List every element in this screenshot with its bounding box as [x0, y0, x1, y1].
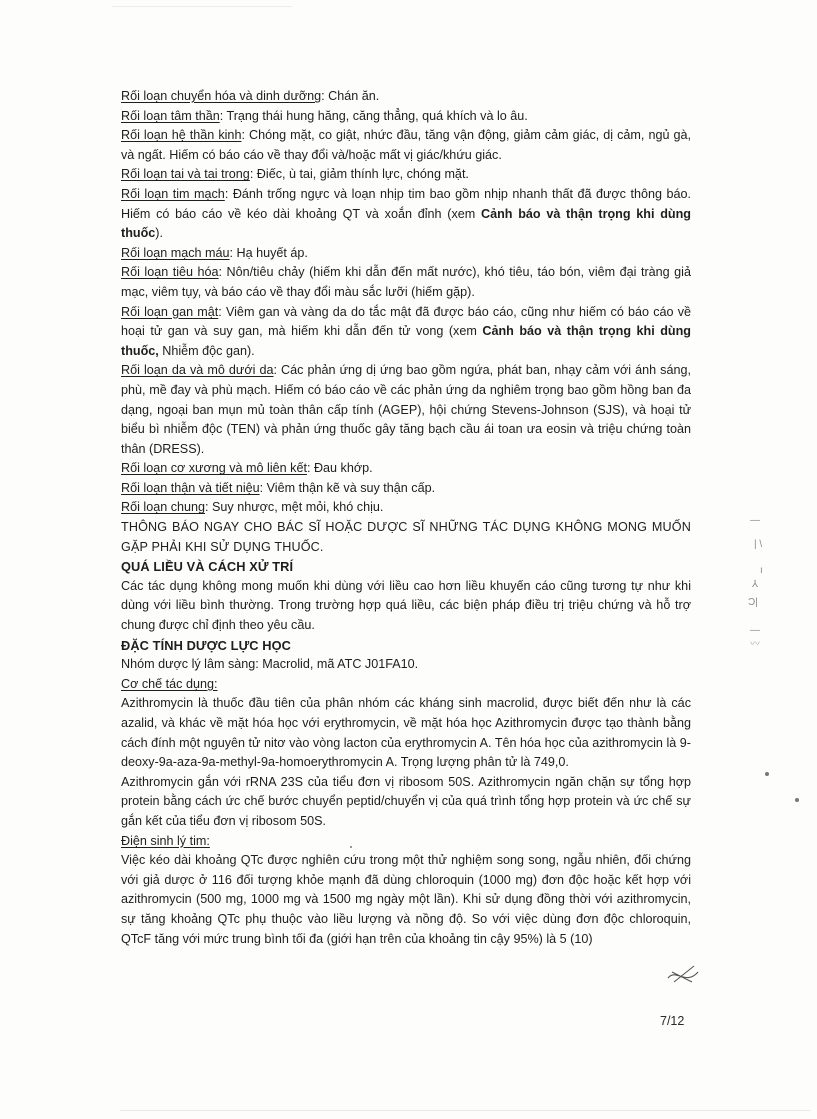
category-text: : Nôn/tiêu chảy (hiếm khi dẫn đến mất nước), khó tiêu, táo bón, viêm đại tràng giả mạc, viêm tụy, và báo cáo về thay đổi màu sắc lưỡi (hiếm gặp).: [121, 265, 691, 299]
category-text: : Chóng mặt, co giật, nhức đầu, tăng vận động, giảm cảm giác, dị cảm, ngủ gà, và ngất. Hiếm có báo cáo về thay đổi và/hoặc mất vị giác/khứu giác.: [121, 128, 691, 162]
scan-mark-icon: ―: [750, 515, 760, 526]
category-label: Rối loạn thận và tiết niệu: [121, 480, 260, 495]
category-label: Rối loạn tiêu hóa: [121, 265, 219, 280]
electrophysiology-paragraph: Việc kéo dài khoảng QTc được nghiên cứu trong một thử nghiệm song song, ngẫu nhiên, đối chứng với giả dược ở 116 đối tượng khỏe mạnh đã dùng chloroquin (1000 mg) đơn độc hoặc kết hợp với azithromycin (500 mg, 1000 mg và 1500 mg ngày một lần). Khi sử dụng đồng thời với azithromycin, sự tăng khoảng QTc phụ thuộc vào liều lượng và nồng độ. So với việc dùng đơn độc chloroquin, QTcF tăng với mức trung bình tối đa (giới hạn trên của khoảng tin cậy 95%) là 5 (10): [121, 853, 691, 946]
category-text: : Suy nhược, mệt mỏi, khó chịu.: [205, 500, 384, 515]
category-label: Rối loạn tai và tai trong: [121, 167, 250, 182]
adverse-effect-nervous: [121, 126, 691, 165]
scan-edge-line: [120, 1110, 810, 1111]
adverse-effect-general: [121, 498, 691, 518]
scan-mark-icon: | \: [754, 539, 763, 550]
scan-mark-icon: 〰: [750, 639, 760, 650]
mechanism-label-line: [121, 675, 691, 695]
category-label: Rối loạn tim mạch: [121, 186, 225, 201]
category-text: : Các phản ứng dị ứng bao gồm ngứa, phát ban, nhạy cảm với ánh sáng, phù, mề đay và phù mạch. Hiếm có báo cáo về các phản ứng da nghiêm trọng bao gồm hồng ban đa dạng, ngoại ban mụn mủ toàn thân cấp tính (AGEP), hội chứng Stevens-Johnson (SJS), và hoại tử biểu bì nhiễm độc (TEN) và phản ứng thuốc gây tăng bạch cầu ái toan ưa eosin và triệu chứng toàn thân (DRESS).: [121, 363, 691, 456]
cross-reference-bold: Cảnh báo và thận trọng khi dùng thuốc: [121, 206, 691, 241]
scan-edge-line: [112, 6, 292, 7]
pen-mark-icon: [664, 958, 704, 988]
category-label: Rối loạn mạch máu: [121, 245, 230, 260]
adverse-effect-cardiac: [121, 185, 691, 244]
electrophysiology-label: Điện sinh lý tim:: [121, 833, 210, 848]
adverse-effect-psychiatric: [121, 107, 691, 127]
category-text: : Viêm thận kẽ và suy thận cấp.: [259, 480, 436, 495]
report-warning: THÔNG BÁO NGAY CHO BÁC SĨ HOẶC DƯỢC SĨ NHỮNG TÁC DỤNG KHÔNG MONG MUỐN GẶP PHẢI KHI SỬ DỤNG THUỐC.: [121, 520, 691, 554]
category-label: Rối loạn da và mô dưới da: [121, 363, 274, 378]
category-text: : Đánh trống ngực và loạn nhịp tim bao gồm nhịp nhanh thất đã được thông báo. Hiếm có báo cáo về kéo dài khoảng QT và xoắn đỉnh (xem: [121, 186, 691, 221]
adverse-effect-ear: [121, 165, 691, 185]
mechanism-paragraph-2: Azithromycin gắn với rRNA 23S của tiểu đơn vị ribosom 50S. Azithromycin ngăn chặn sự tổng hợp protein bằng cách ức chế bước chuyển peptid/chuyển vị của quá trình tổng hợp protein và ức chế sự gắn kết của tiểu đơn vị ribosom 50S.: [121, 774, 691, 828]
page-number: 7/12: [660, 1014, 685, 1028]
category-text: : Hạ huyết áp.: [229, 245, 308, 260]
pharmacotherapeutic-group: Nhóm dược lý lâm sàng: Macrolid, mã ATC J01FA10.: [121, 657, 419, 672]
cross-reference-bold: Cảnh báo và thận trọng khi dùng thuốc,: [121, 324, 691, 358]
adverse-effect-gastrointestinal: [121, 263, 691, 302]
scan-speck: [795, 798, 799, 802]
category-label: Rối loạn tâm thần: [121, 108, 220, 123]
category-label: Rối loạn chung: [121, 500, 206, 515]
adverse-effect-musculoskeletal: [121, 459, 691, 479]
category-text: : Đau khớp.: [306, 461, 373, 476]
scan-mark-icon: Ɔ|: [748, 597, 758, 608]
category-text-tail: ).: [155, 226, 163, 241]
mechanism-paragraph-1: Azithromycin là thuốc đầu tiên của phân nhóm các kháng sinh macrolid, được biết đến như là các azalid, và khác về mặt hóa học với erythromycin, về mặt hóa học Azithromycin được tạo thành bằng cách đính một nguyên tử nitơ vào vòng lacton của erythromycin A. Tên hóa học của azithromycin là 9-deoxy-9a-aza-9a-methyl-9a-homoerythromycin A. Trọng lượng phân tử là 749,0.: [121, 696, 691, 770]
category-label: Rối loạn gan mật: [121, 304, 219, 319]
category-text-tail: Nhiễm độc gan).: [158, 343, 255, 358]
category-text: : Chán ăn.: [321, 89, 380, 103]
scan-mark-icon: —: [750, 625, 760, 636]
electrophysiology-label-line: [121, 832, 691, 852]
scan-speck: [765, 772, 769, 776]
pharmacodynamics-heading: ĐẶC TÍNH DƯỢC LỰC HỌC: [121, 637, 292, 653]
scan-mark-icon: ⅄: [752, 579, 759, 590]
category-text: : Điếc, ù tai, giảm thính lực, chóng mặt.: [249, 167, 469, 182]
category-label: Rối loạn hệ thần kinh: [121, 128, 242, 143]
category-label: Rối loạn chuyển hóa và dinh dưỡng: [121, 89, 322, 103]
scan-mark-icon: ı: [760, 565, 763, 576]
overdose-text: Các tác dụng không mong muốn khi dùng với liều cao hơn liều khuyến cáo cũng tương tự như khi dùng với liều bình thường. Trong trường hợp quá liều, các biện pháp điều trị triệu chứng và hỗ trợ chung được chỉ định theo yêu cầu.: [121, 578, 691, 633]
adverse-effect-renal: [121, 479, 691, 499]
overdose-heading: QUÁ LIỀU VÀ CÁCH XỬ TRÍ: [121, 559, 294, 575]
adverse-effect-skin: [121, 361, 691, 459]
document-body: [121, 87, 691, 949]
category-text: : Trạng thái hung hăng, căng thẳng, quá khích và lo âu.: [219, 108, 528, 123]
category-text: : Viêm gan và vàng da do tắc mật đã được báo cáo, cũng như hiếm có báo cáo về hoại tử gan và suy gan, mà hiếm khi dẫn đến tử vong (xem: [121, 304, 691, 339]
adverse-effect-metabolism: [121, 87, 691, 107]
mechanism-label: Cơ chế tác dụng:: [121, 676, 218, 691]
adverse-effect-hepatobiliary: [121, 303, 691, 362]
scan-speck: [350, 846, 352, 848]
category-label: Rối loạn cơ xương và mô liên kết: [121, 461, 307, 476]
adverse-effect-vascular: [121, 244, 691, 264]
